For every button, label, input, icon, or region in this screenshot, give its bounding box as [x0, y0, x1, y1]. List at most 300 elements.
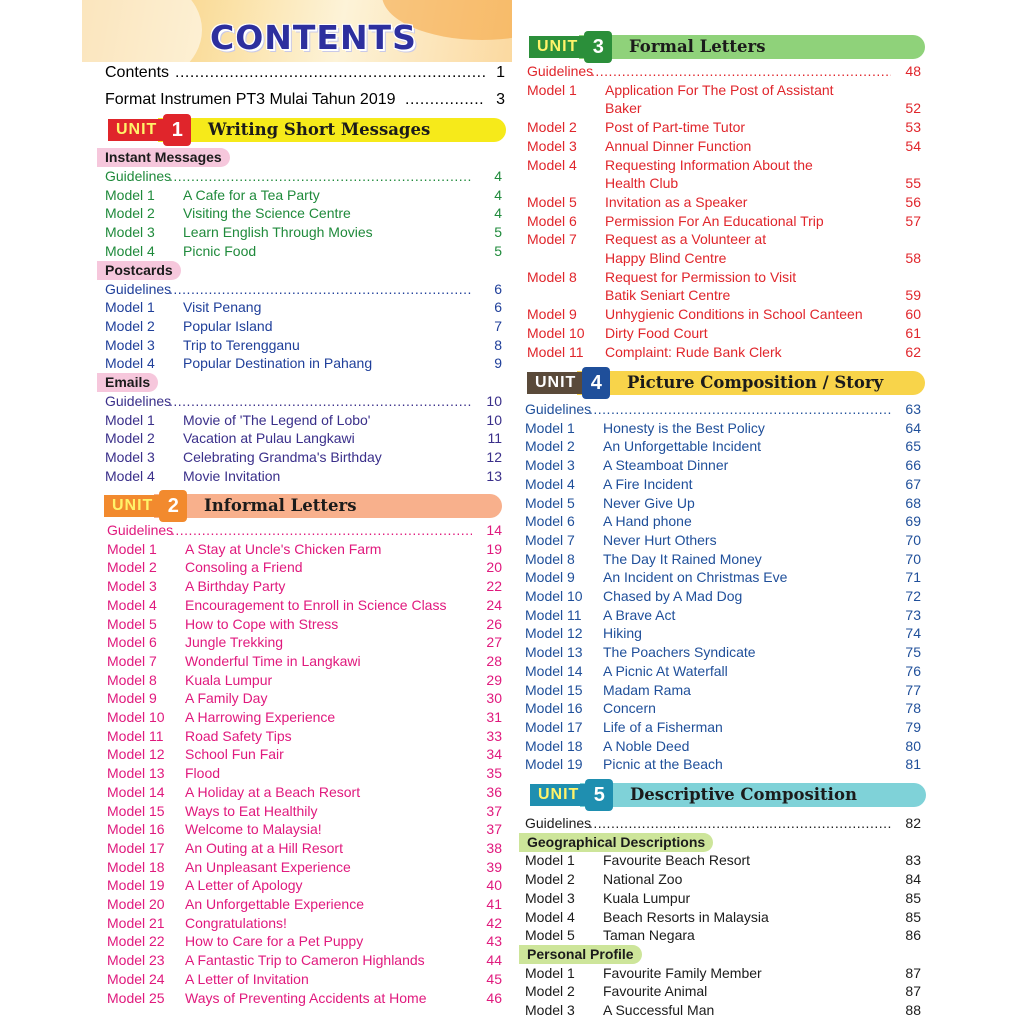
model-number: Model 1: [527, 81, 577, 98]
model-entry[interactable]: [525, 737, 921, 756]
model-entry[interactable]: [525, 624, 921, 643]
model-number: Model 10: [527, 324, 585, 341]
model-title: Flood: [185, 765, 221, 782]
model-title: A Stay at Uncle's Chicken Farm: [185, 540, 382, 557]
unit-number: 4: [582, 367, 610, 399]
model-title: A Fire Incident: [603, 475, 693, 492]
model-title: A Letter of Invitation: [185, 970, 309, 987]
model-entry[interactable]: [107, 914, 502, 933]
model-title: A Letter of Apology: [185, 877, 303, 894]
model-title: A Successful Man: [603, 1002, 715, 1018]
guidelines-label: Guidelines: [525, 401, 592, 417]
model-entry[interactable]: [527, 230, 921, 267]
model-page: 58: [905, 249, 921, 266]
model-page: 54: [905, 137, 921, 154]
model-title-continued: Batik Seniart Centre: [605, 287, 731, 304]
model-entry[interactable]: [105, 467, 502, 486]
model-page: 41: [486, 896, 502, 912]
model-title: Life of a Fisherman: [603, 718, 723, 735]
model-number: Model 6: [527, 212, 577, 229]
model-title: A Hand phone: [603, 513, 692, 530]
model-entry[interactable]: [525, 681, 921, 700]
model-page: 65: [905, 438, 921, 455]
model-number: Model 4: [107, 596, 157, 613]
model-number: Model 4: [527, 156, 577, 173]
model-title: Kuala Lumpur: [603, 889, 691, 906]
model-title: Invitation as a Speaker: [605, 193, 748, 210]
model-number: Model 22: [107, 933, 165, 950]
guidelines-entry[interactable]: [105, 392, 502, 411]
model-page: 40: [486, 877, 502, 894]
model-entry[interactable]: [527, 118, 921, 137]
model-page: 78: [905, 700, 921, 717]
model-number: Model 12: [107, 746, 165, 763]
model-number: Model 5: [107, 615, 157, 632]
model-entry[interactable]: [107, 558, 502, 577]
model-number: Model 1: [105, 186, 155, 203]
model-entry[interactable]: [525, 662, 921, 681]
model-title: Madam Rama: [603, 681, 691, 698]
model-number: Model 3: [525, 889, 575, 906]
model-page: 87: [905, 983, 921, 1000]
model-entry[interactable]: [107, 858, 502, 877]
model-entry[interactable]: [107, 708, 502, 727]
model-page: 31: [486, 709, 502, 725]
model-title: An Unforgettable Incident: [603, 438, 761, 455]
model-entry[interactable]: [525, 964, 921, 983]
model-number: Model 3: [105, 336, 155, 353]
model-page: 6: [494, 299, 502, 316]
model-entry[interactable]: [107, 783, 502, 802]
model-title: Favourite Animal: [603, 983, 708, 1000]
model-title: National Zoo: [603, 871, 683, 888]
section-heading: Emails: [97, 373, 158, 392]
model-entry[interactable]: [107, 577, 502, 596]
model-number: Model 4: [525, 475, 575, 492]
model-entry[interactable]: [525, 568, 921, 587]
unit-label: UNIT: [108, 119, 163, 141]
unit-label: UNIT: [529, 36, 584, 58]
model-title: A Birthday Party: [185, 578, 286, 595]
model-page: 11: [487, 430, 502, 447]
model-title: Welcome to Malaysia!: [185, 821, 322, 838]
model-title: A Noble Deed: [603, 737, 690, 754]
model-entry[interactable]: [107, 820, 502, 839]
model-entry[interactable]: [105, 411, 502, 430]
unit-badge: [108, 114, 191, 146]
model-page: 87: [905, 964, 921, 981]
model-number: Model 3: [107, 578, 157, 595]
model-page: 5: [494, 242, 502, 259]
model-title: How to Cope with Stress: [185, 615, 339, 632]
model-title: Visit Penang: [183, 299, 262, 316]
model-entry[interactable]: [525, 437, 921, 456]
model-entry[interactable]: [105, 317, 502, 336]
model-entry[interactable]: [525, 475, 921, 494]
guidelines-entry[interactable]: [527, 62, 921, 81]
model-page: 8: [494, 336, 502, 353]
model-entry[interactable]: [525, 643, 921, 662]
model-title: A Holiday at a Beach Resort: [185, 783, 361, 800]
model-title: Popular Island: [183, 317, 273, 334]
model-number: Model 19: [107, 877, 165, 894]
model-page: 86: [905, 927, 921, 944]
model-number: Model 1: [525, 419, 575, 436]
model-entry[interactable]: [105, 186, 502, 205]
model-entry[interactable]: [107, 689, 502, 708]
model-title: Favourite Family Member: [603, 964, 762, 981]
model-number: Model 7: [527, 231, 577, 248]
unit-badge: [529, 31, 612, 63]
model-title-continued: Happy Blind Centre: [605, 249, 727, 266]
model-page: 85: [905, 889, 921, 906]
unit-title: Descriptive Composition: [630, 785, 857, 804]
model-entry[interactable]: [525, 982, 921, 1001]
leader-dots: [405, 89, 485, 108]
model-entry[interactable]: [525, 889, 921, 908]
guidelines-page: 14: [486, 522, 502, 538]
leader-dots: [169, 392, 472, 411]
model-page: 19: [486, 540, 502, 557]
model-title: Never Give Up: [603, 494, 695, 511]
model-page: 72: [905, 588, 921, 604]
model-title: Dirty Food Court: [605, 324, 708, 341]
model-number: Model 14: [107, 783, 165, 800]
model-page: 77: [905, 681, 921, 698]
model-number: Model 23: [107, 952, 165, 969]
model-number: Model 9: [525, 569, 575, 586]
model-title: Consoling a Friend: [185, 559, 303, 576]
model-number: Model 11: [527, 343, 584, 360]
model-number: Model 17: [525, 718, 583, 735]
model-title: Wonderful Time in Langkawi: [185, 652, 361, 669]
model-number: Model 10: [525, 588, 583, 604]
model-entry[interactable]: [107, 951, 502, 970]
leader-dots: [589, 400, 891, 419]
model-page: 74: [905, 625, 921, 642]
entry-label: Format Instrumen PT3 Mulai Tahun 2019: [105, 91, 396, 108]
model-entry[interactable]: [525, 550, 921, 569]
model-number: Model 25: [107, 989, 165, 1006]
model-title: An Unpleasant Experience: [185, 858, 351, 875]
model-number: Model 16: [107, 821, 165, 838]
model-entry[interactable]: [105, 242, 502, 261]
model-number: Model 2: [105, 317, 155, 334]
model-number: Model 10: [107, 709, 165, 725]
model-page: 57: [905, 212, 921, 229]
leader-dots: [589, 814, 891, 833]
toc-entry-format[interactable]: [105, 89, 505, 111]
model-number: Model 2: [107, 559, 157, 576]
model-entry[interactable]: [105, 298, 502, 317]
model-number: Model 15: [525, 681, 583, 698]
model-entry[interactable]: [107, 540, 502, 559]
model-title: A Steamboat Dinner: [603, 457, 729, 474]
model-number: Model 2: [525, 871, 575, 888]
model-number: Model 7: [107, 652, 157, 669]
model-entry[interactable]: [107, 727, 502, 746]
unit-title: Informal Letters: [204, 496, 357, 515]
model-page: 64: [905, 419, 921, 436]
model-number: Model 5: [527, 193, 577, 210]
model-entry[interactable]: [107, 596, 502, 615]
model-number: Model 15: [107, 802, 165, 819]
model-entry[interactable]: [107, 970, 502, 989]
model-entry[interactable]: [105, 336, 502, 355]
model-title: Encouragement to Enroll in Science Class: [185, 596, 447, 613]
model-number: Model 21: [107, 914, 165, 931]
model-title: A Cafe for a Tea Party: [183, 186, 320, 203]
model-entry[interactable]: [525, 512, 921, 531]
model-entry[interactable]: [107, 633, 502, 652]
model-entry[interactable]: [107, 745, 502, 764]
model-title: Request as a Volunteer at: [605, 231, 767, 248]
model-title: Kuala Lumpur: [185, 671, 273, 688]
model-entry[interactable]: [527, 193, 921, 212]
model-page: 28: [486, 652, 502, 669]
model-entry[interactable]: [527, 137, 921, 156]
guidelines-label: Guidelines: [105, 393, 172, 409]
model-entry[interactable]: [107, 802, 502, 821]
section-heading: Personal Profile: [519, 945, 642, 964]
model-entry[interactable]: [525, 870, 921, 889]
model-page: 88: [905, 1002, 921, 1018]
model-number: Model 3: [525, 1002, 575, 1018]
model-page: 39: [486, 858, 502, 875]
model-page: 52: [905, 100, 921, 117]
model-page: 85: [905, 908, 921, 925]
model-entry[interactable]: [527, 156, 921, 193]
model-page: 75: [905, 644, 921, 661]
model-page: 81: [905, 756, 921, 773]
model-page: 12: [486, 449, 502, 466]
model-number: Model 17: [107, 839, 165, 856]
unit-title: Writing Short Messages: [208, 120, 431, 139]
model-title: Request for Permission to Visit: [605, 268, 797, 285]
guidelines-page: 6: [494, 280, 502, 297]
model-entry[interactable]: [527, 268, 921, 305]
model-entry[interactable]: [107, 671, 502, 690]
model-entry[interactable]: [525, 926, 921, 945]
model-entry[interactable]: [527, 81, 921, 118]
unit-number: 1: [163, 114, 191, 146]
model-entry[interactable]: [525, 718, 921, 737]
model-number: Model 16: [525, 700, 583, 717]
model-entry[interactable]: [107, 615, 502, 634]
model-page: 29: [486, 671, 502, 688]
model-number: Model 12: [525, 625, 583, 642]
model-page: 70: [905, 531, 921, 548]
model-entry[interactable]: [107, 895, 502, 914]
model-number: Model 3: [105, 224, 155, 241]
guidelines-entry[interactable]: [107, 521, 502, 540]
guidelines-entry[interactable]: [105, 280, 502, 299]
model-page: 43: [486, 933, 502, 950]
model-page: 34: [486, 746, 502, 763]
model-title: Celebrating Grandma's Birthday: [183, 449, 382, 466]
guidelines-label: Guidelines: [105, 168, 172, 184]
model-number: Model 13: [525, 644, 583, 661]
guidelines-label: Guidelines: [525, 815, 592, 831]
model-number: Model 3: [105, 449, 155, 466]
unit-title: Picture Composition / Story: [627, 373, 884, 392]
guidelines-label: Guidelines: [527, 63, 594, 79]
model-entry[interactable]: [525, 456, 921, 475]
unit-number: 3: [584, 31, 612, 63]
model-entry[interactable]: [105, 223, 502, 242]
model-page: 73: [905, 606, 921, 623]
page-title: CONTENTS: [210, 18, 417, 57]
model-page: 80: [905, 737, 921, 754]
model-number: Model 7: [525, 531, 575, 548]
model-entry[interactable]: [525, 494, 921, 513]
model-number: Model 11: [107, 727, 164, 744]
model-title: Complaint: Rude Bank Clerk: [605, 343, 782, 360]
model-title: Favourite Beach Resort: [603, 852, 751, 869]
model-title: A Harrowing Experience: [185, 709, 336, 725]
model-entry[interactable]: [105, 429, 502, 448]
model-title: School Fun Fair: [185, 746, 284, 763]
model-title: Never Hurt Others: [603, 531, 717, 548]
model-page: 61: [905, 324, 921, 341]
guidelines-page: 82: [905, 815, 921, 831]
model-page: 56: [905, 193, 921, 210]
model-number: Model 11: [525, 606, 582, 623]
model-title: Taman Negara: [603, 927, 695, 944]
model-entry[interactable]: [105, 354, 502, 373]
model-number: Model 2: [525, 983, 575, 1000]
model-page: 27: [486, 634, 502, 651]
model-entry[interactable]: [107, 764, 502, 783]
model-title: Post of Part-time Tutor: [605, 119, 746, 136]
model-page: 10: [486, 411, 502, 428]
model-number: Model 2: [525, 438, 575, 455]
model-entry[interactable]: [525, 699, 921, 718]
model-entry[interactable]: [105, 204, 502, 223]
model-page: 59: [905, 287, 921, 304]
model-page: 4: [494, 205, 502, 222]
model-entry[interactable]: [527, 324, 921, 343]
model-page: 70: [905, 550, 921, 567]
unit-label: UNIT: [527, 372, 582, 394]
model-entry[interactable]: [525, 908, 921, 927]
model-number: Model 24: [107, 970, 165, 987]
leader-dots: [171, 521, 472, 540]
model-entry[interactable]: [525, 531, 921, 550]
unit-title: Formal Letters: [629, 37, 766, 56]
model-entry[interactable]: [525, 419, 921, 438]
model-title: Beach Resorts in Malaysia: [603, 908, 769, 925]
model-page: 45: [486, 970, 502, 987]
model-page: 35: [486, 765, 502, 782]
leader-dots: [169, 167, 472, 186]
model-page: 4: [494, 186, 502, 203]
model-title: Concern: [603, 700, 656, 717]
model-number: Model 8: [525, 550, 575, 567]
model-title: An Unforgettable Experience: [185, 896, 364, 912]
model-number: Model 4: [105, 242, 155, 259]
model-page: 20: [486, 559, 502, 576]
model-title: Annual Dinner Function: [605, 137, 752, 154]
section-heading: Geographical Descriptions: [519, 833, 713, 852]
section-heading: Instant Messages: [97, 148, 230, 167]
model-number: Model 1: [525, 964, 575, 981]
guidelines-entry[interactable]: [525, 814, 921, 833]
unit-badge: [527, 367, 610, 399]
model-title: Picnic Food: [183, 242, 257, 259]
model-page: 66: [905, 457, 921, 474]
model-entry[interactable]: [525, 755, 921, 774]
leader-dots: [169, 280, 472, 299]
model-page: 7: [494, 317, 502, 334]
model-page: 76: [905, 662, 921, 679]
model-page: 9: [494, 355, 502, 372]
model-entry[interactable]: [105, 448, 502, 467]
model-entry[interactable]: [525, 851, 921, 870]
model-number: Model 9: [527, 306, 577, 323]
guidelines-entry[interactable]: [105, 167, 502, 186]
model-entry[interactable]: [525, 1001, 921, 1020]
model-title: A Family Day: [185, 690, 268, 707]
model-title: Jungle Trekking: [185, 634, 284, 651]
model-entry[interactable]: [527, 212, 921, 231]
model-number: Model 8: [527, 268, 577, 285]
guidelines-entry[interactable]: [525, 400, 921, 419]
model-title: Ways of Preventing Accidents at Home: [185, 989, 427, 1006]
model-title: The Day It Rained Money: [603, 550, 762, 567]
model-title: An Outing at a Hill Resort: [185, 839, 343, 856]
model-entry[interactable]: [527, 343, 921, 362]
unit-number: 5: [585, 779, 613, 811]
model-title: Application For The Post of Assistant: [605, 81, 834, 98]
model-title: Ways to Eat Healthily: [185, 802, 318, 819]
guidelines-page: 48: [905, 63, 921, 79]
model-entry[interactable]: [107, 652, 502, 671]
model-entry[interactable]: [107, 932, 502, 951]
leader-dots: [591, 62, 891, 81]
model-title: Visiting the Science Centre: [183, 205, 351, 222]
model-page: 42: [486, 914, 502, 931]
guidelines-page: 63: [905, 401, 921, 417]
model-entry[interactable]: [527, 305, 921, 324]
model-entry[interactable]: [107, 839, 502, 858]
toc-entry-contents[interactable]: [105, 62, 505, 84]
model-page: 69: [905, 513, 921, 530]
model-page: 68: [905, 494, 921, 511]
model-title: Permission For An Educational Trip: [605, 212, 824, 229]
model-entry[interactable]: [107, 989, 502, 1008]
model-title-continued: Health Club: [605, 175, 679, 192]
model-number: Model 2: [527, 119, 577, 136]
model-title: The Poachers Syndicate: [603, 644, 756, 661]
model-title: Requesting Information About the: [605, 156, 813, 173]
model-title: Movie of 'The Legend of Lobo': [183, 411, 371, 428]
unit-badge: [530, 779, 613, 811]
model-page: 46: [486, 989, 502, 1006]
model-page: 26: [486, 615, 502, 632]
model-page: 30: [486, 690, 502, 707]
model-entry[interactable]: [525, 606, 921, 625]
model-number: Model 2: [105, 430, 155, 447]
model-page: 62: [905, 343, 921, 360]
model-entry[interactable]: [525, 587, 921, 606]
guidelines-label: Guidelines: [107, 522, 174, 538]
model-page: 60: [905, 306, 921, 323]
model-title: Hiking: [603, 625, 642, 642]
model-title: How to Care for a Pet Puppy: [185, 933, 364, 950]
model-page: 37: [486, 802, 502, 819]
model-entry[interactable]: [107, 876, 502, 895]
